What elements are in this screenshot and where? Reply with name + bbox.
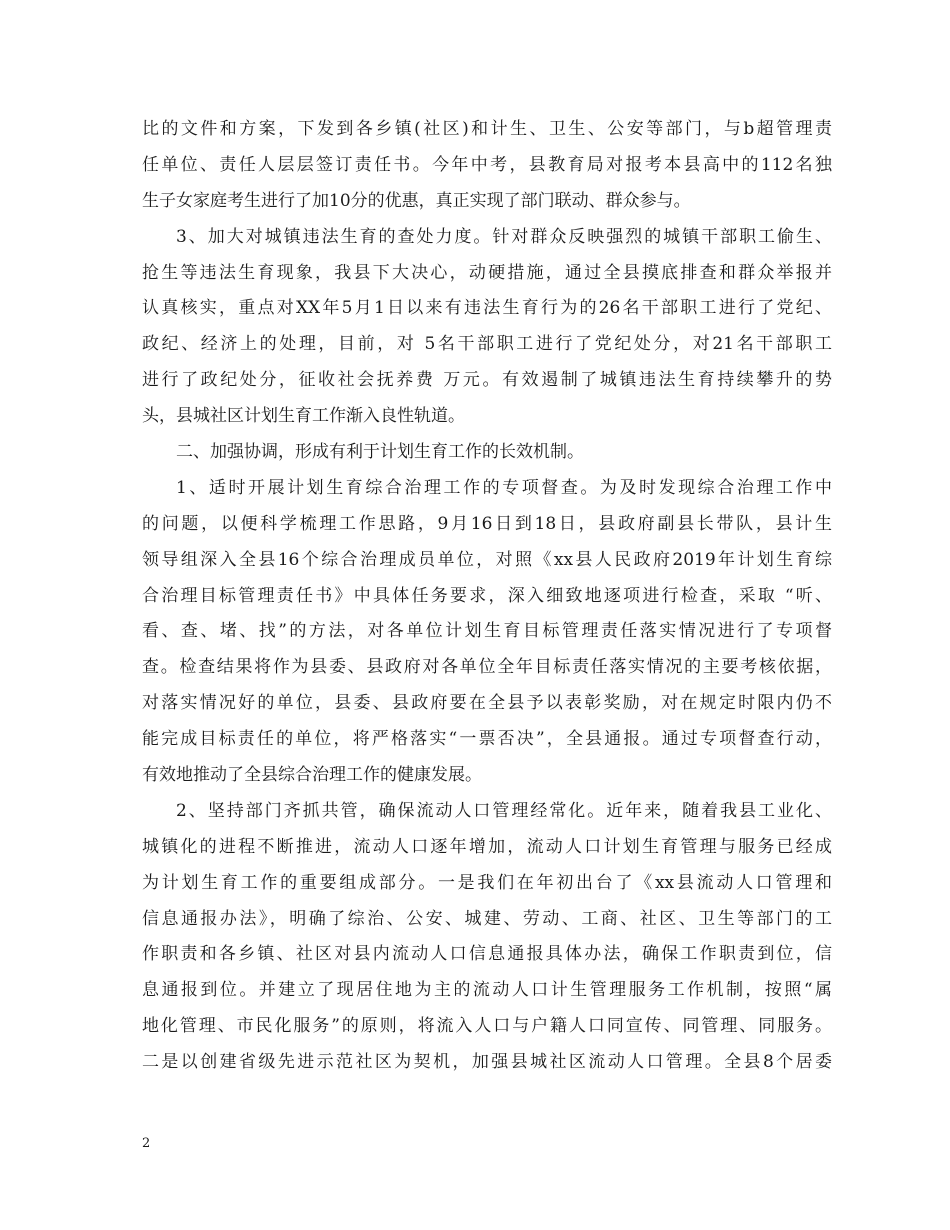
text-line: 头，县城社区计划生育工作渐入良性轨道。 xyxy=(142,406,465,427)
text-line: 进行了政纪处分，征收社会抚养费 万元。有效遏制了城镇违法生育持续攀升的势 xyxy=(142,370,832,391)
text-line: 二、加强协调，形成有利于计划生育工作的长效机制。 xyxy=(176,442,584,463)
text-line: 息通报到位。并建立了现居住地为主的流动人口计生管理服务工作机制，按照“属 xyxy=(142,980,832,1001)
text-line: 1、适时开展计划生育综合治理工作的专项督查。为及时发现综合治理工作中 xyxy=(176,477,832,498)
text-line: 二是以创建省级先进示范社区为契机，加强县城社区流动人口管理。全县8个居委 xyxy=(142,1052,832,1073)
text-line: 任单位、责任人层层签订责任书。今年中考，县教育局对报考本县高中的112名独 xyxy=(142,154,832,175)
page-number: 2 xyxy=(142,1136,151,1151)
text-line: 地化管理、市民化服务”的原则，将流入人口与户籍人口同宣传、同管理、同服务。 xyxy=(142,1016,832,1037)
text-line: 城镇化的进程不断推进，流动人口逐年增加，流动人口计划生育管理与服务已经成 xyxy=(142,836,832,857)
text-line: 的问题，以便科学梳理工作思路，9月16日到18日，县政府副县长带队，县计生 xyxy=(142,513,832,534)
text-line: 认真核实，重点对XX年5月1日以来有违法生育行为的26名干部职工进行了党纪、 xyxy=(142,298,832,319)
text-line: 查。检查结果将作为县委、县政府对各单位全年目标责任落实情况的主要考核依据， xyxy=(142,657,832,678)
text-line: 2、坚持部门齐抓共管，确保流动人口管理经常化。近年来，随着我县工业化、 xyxy=(176,800,832,821)
text-line: 有效地推动了全县综合治理工作的健康发展。 xyxy=(142,765,482,786)
text-line: 生子女家庭考生进行了加10分的优惠，真正实现了部门联动、群众参与。 xyxy=(142,190,691,211)
text-line: 对落实情况好的单位，县委、县政府要在全县予以表彰奖励，对在规定时限内仍不 xyxy=(142,693,832,714)
text-line: 看、查、堵、找”的方法，对各单位计划生育目标管理责任落实情况进行了专项督 xyxy=(142,621,832,642)
text-line: 为计划生育工作的重要组成部分。一是我们在年初出台了《xx县流动人口管理和 xyxy=(142,872,832,893)
text-line: 政纪、经济上的处理，目前，对 5名干部职工进行了党纪处分，对21名干部职工 xyxy=(142,334,832,355)
text-line: 比的文件和方案，下发到各乡镇(社区)和计生、卫生、公安等部门，与b超管理责 xyxy=(142,119,832,139)
text-line: 领导组深入全县16个综合治理成员单位，对照《xx县人民政府2019年计划生育综 xyxy=(142,549,832,570)
body-text xyxy=(142,112,832,1081)
text-line: 能完成目标责任的单位，将严格落实“一票否决”，全县通报。通过专项督查行动， xyxy=(142,729,832,750)
text-line: 信息通报办法》，明确了综治、公安、城建、劳动、工商、社区、卫生等部门的工 xyxy=(142,908,832,929)
text-line: 抢生等违法生育现象，我县下大决心，动硬措施，通过全县摸底排查和群众举报并 xyxy=(142,262,832,283)
text-line: 3、加大对城镇违法生育的查处力度。针对群众反映强烈的城镇干部职工偷生、 xyxy=(176,226,832,247)
text-line: 作职责和各乡镇、社区对县内流动人口信息通报具体办法，确保工作职责到位，信 xyxy=(142,944,832,965)
text-line: 合治理目标管理责任书》中具体任务要求，深入细致地逐项进行检查，采取 “听、 xyxy=(142,585,832,606)
